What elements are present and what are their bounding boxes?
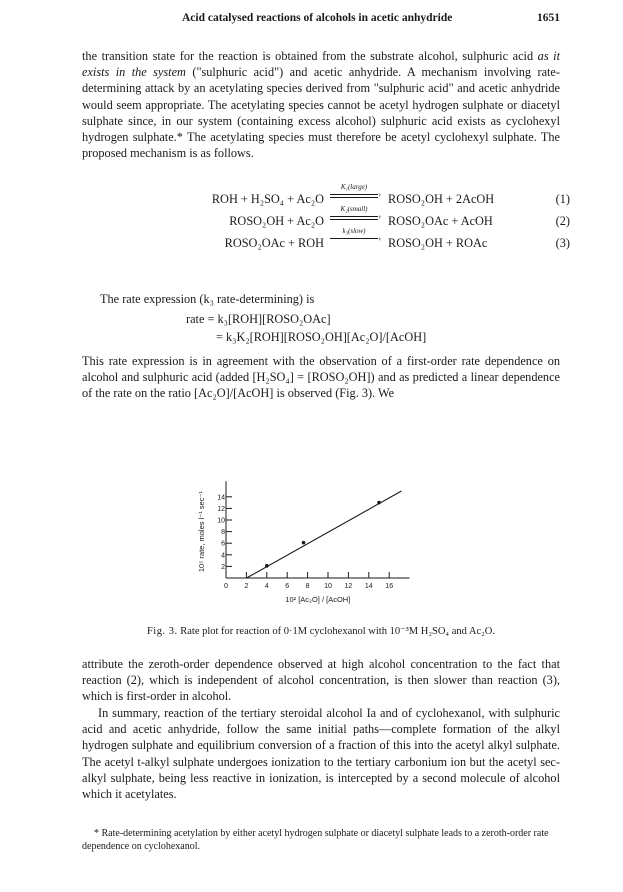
para1-text-a: the transition state for the reaction is obtained from the substrate alcohol, sulphuric acid — [82, 49, 538, 63]
x-tick-label: 8 — [305, 583, 310, 590]
x-tick-label: 0 — [224, 583, 228, 590]
running-title: Acid catalysed reactions of alcohols in acetic anhydride — [182, 12, 453, 24]
equation-3 — [160, 227, 570, 258]
para4-text: In summary, reaction of the tertiary steroidal alcohol Ia and of cyclohexanol, with sulphuric acid and acetic anhydride, follow the same initial paths—complete formation of the alkyl hydrogen sulphate and equilibrium conversion of a fraction of this into the acetyl alkyl sulphate. The acetyl t-alkyl sulphate undergoes ionization to the tertiary carbonium ion but the acetyl sec-alkyl sulphate, being less reactive in ionization, is intercepted by a second molecule of alcohol which it acetylates. — [82, 706, 560, 802]
rate-equation-2: = k₃K₂[ROH][ROSO₂OH][Ac₂O]/[AcOH] — [216, 330, 427, 344]
footnote-text: * Rate-determining acetylation by either acetyl hydrogen sulphate or diacetyl sulphate leads to a zeroth-order rate dependence on cyclohexanol. — [82, 828, 549, 852]
paragraph-zeroth-order — [82, 656, 560, 705]
x-tick-label: 12 — [344, 583, 353, 590]
rate-intro: The rate expression (k₃ rate-determining) is — [100, 292, 315, 306]
figure-caption — [86, 625, 556, 637]
equation-2-number: (2) — [555, 214, 570, 228]
y-tick-label: 12 — [217, 505, 225, 513]
y-tick-label: 14 — [217, 494, 225, 502]
y-tick-label: 4 — [221, 552, 225, 560]
para2-text: This rate expression is in agreement with the observation of a first-order rate dependence on alcohol and sulphuric acid (added [H₂SO₄] = [ROSO₂OH]) and as predicted a linear dependence of the rate on the ratio [Ac₂O]/[AcOH] is observed (Fig. 3). We — [82, 354, 560, 401]
equation-1-arrow: K₁(large) › — [330, 183, 378, 199]
data-point — [377, 501, 381, 505]
data-point — [265, 564, 269, 568]
equation-2-constant: K₂(small) — [340, 205, 368, 213]
equation-2-rhs: ROSO₂OAc + AcOH — [388, 214, 493, 228]
y-tick-label: 2 — [221, 563, 225, 571]
figure-caption-text: Rate plot for reaction of 0·1M cyclohexanol with 10⁻³M H₂SO₄ and Ac₂O. — [180, 626, 496, 637]
plot-marks — [247, 491, 402, 578]
running-header — [0, 10, 623, 30]
equation-block — [160, 183, 570, 258]
rate-equation-1: rate = k₃[ROH][ROSO₂OAc] — [186, 312, 331, 326]
footnote — [82, 827, 560, 853]
para1-italic: as it exists in the system — [82, 49, 561, 80]
paragraph-mechanism — [82, 48, 560, 161]
equation-1-constant: K₁(large) — [340, 183, 368, 191]
paragraph-summary — [82, 705, 560, 802]
figure-3 — [186, 470, 426, 620]
y-tick-label: 10 — [217, 517, 225, 525]
x-tick-label: 16 — [385, 583, 394, 590]
paragraph-rate-dependence — [82, 353, 560, 402]
equation-3-rhs: ROSO₂OH + ROAc — [388, 236, 488, 250]
equation-1-rhs: ROSO₂OH + 2AcOH — [388, 192, 495, 206]
para3-text: attribute the zeroth-order dependence observed at high alcohol concentration to the fact that reaction (2), which is independent of alcohol concentration, is then slower than reaction (3), which is first-order in alcohol. — [82, 657, 560, 704]
x-tick-label: 6 — [285, 583, 290, 590]
equation-3-lhs: ROSO₂OAc + ROH — [224, 236, 324, 250]
x-tick-label: 14 — [364, 583, 373, 590]
data-point — [302, 541, 306, 545]
equation-2-arrow: K₂(small) › — [330, 205, 378, 221]
page-number: 1651 — [537, 12, 560, 24]
equation-3-constant: k₃(slow) — [342, 227, 366, 235]
equation-1-lhs: ROH + H₂SO₄ + Ac₂O — [211, 192, 324, 206]
x-tick-label: 10 — [324, 583, 332, 590]
figure-label: Fig. 3. — [146, 626, 178, 637]
y-tick-label: 6 — [221, 540, 225, 548]
equation-2-lhs: ROSO₂OH + Ac₂O — [229, 214, 324, 228]
x-tick-label: 4 — [264, 583, 269, 590]
x-axis-label: 10² [Ac₂O] / [AcOH] — [285, 595, 351, 604]
equation-1-number: (1) — [555, 192, 570, 206]
x-tick-label: 2 — [244, 583, 249, 590]
y-axis-label: 10⁵ rate, moles l⁻¹ sec⁻¹ — [197, 491, 206, 573]
para1-text-b: ("sulphuric acid") and acetic anhydride. A mechanism involving rate-determining attack by an acetylating species derived from "sulphuric acid" and acetic anhydride would seem appropriate. The acetylating species cannot be acetyl hydrogen sulphate or diacetyl sulphate since, in our system (containing excess alcohol) sulphuric acid exists as cyclohexyl hydrogen sulphate.* The acetylating species must therefore be acetyl cyclohexyl sulphate. The proposed mechanism is as follows. — [82, 65, 560, 161]
y-tick-label: 8 — [221, 529, 225, 537]
rate-plot — [186, 470, 426, 620]
equation-3-number: (3) — [555, 236, 570, 250]
equation-3-arrow: k₃(slow) › — [330, 227, 378, 243]
